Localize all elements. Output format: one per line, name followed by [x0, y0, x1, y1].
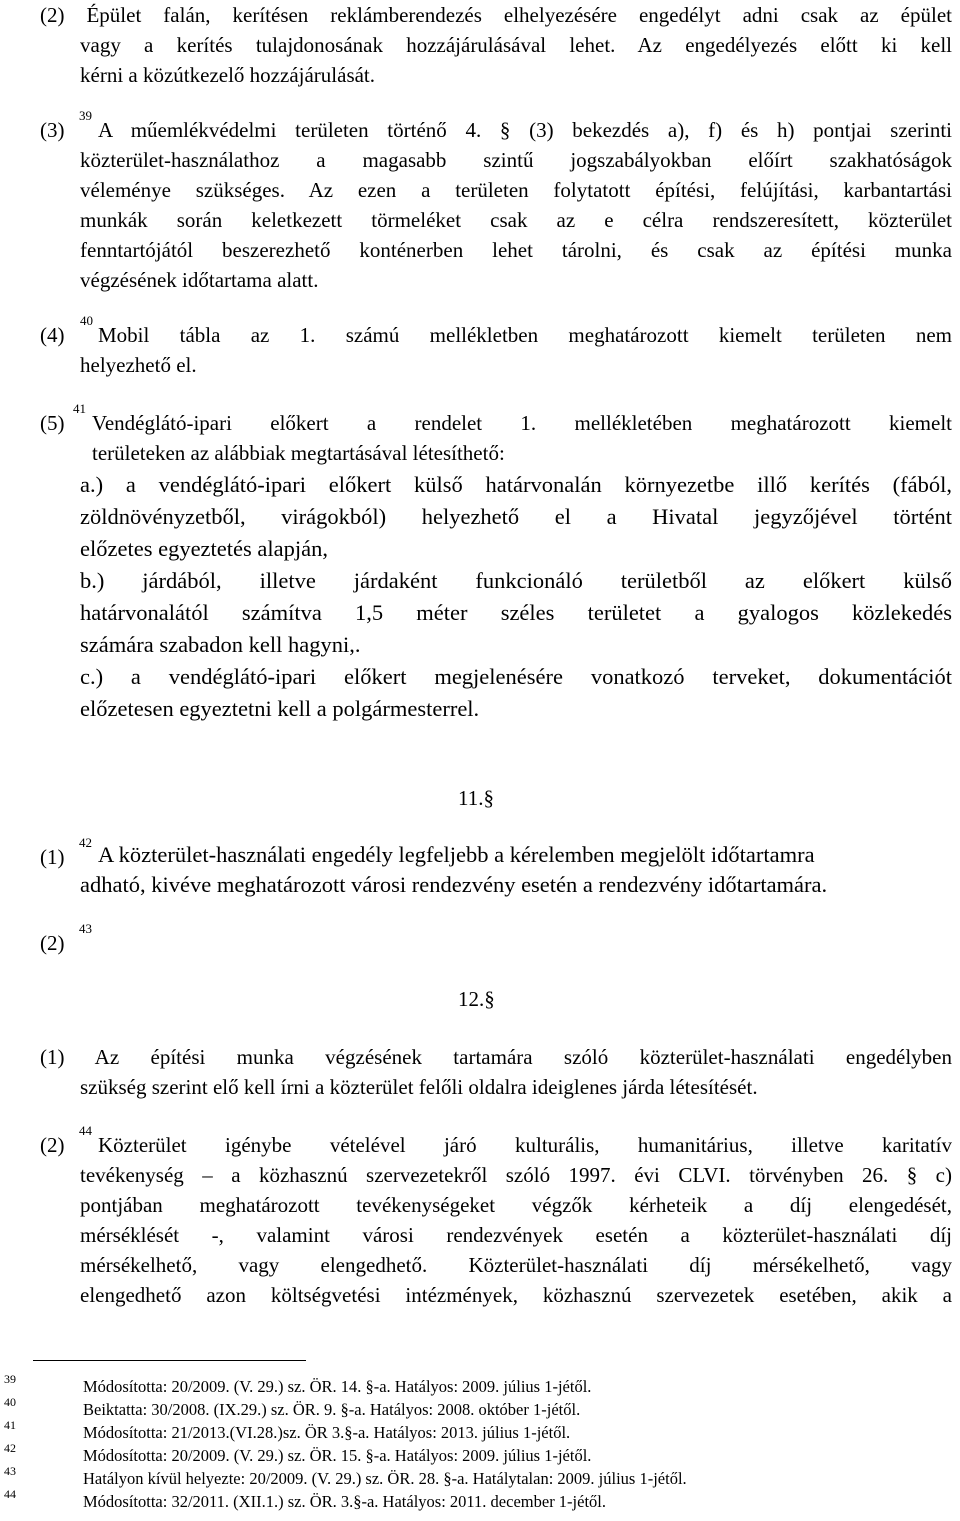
text-line: szükség szerint elő kell írni a közterület felőli oldalra ideiglenes járda létesítését.	[80, 1075, 758, 1099]
text-line: zöldnövényzetből, virágokból) helyezhető el a Hivatal jegyzőjével történt	[80, 504, 952, 529]
footnote-ref: 42	[79, 835, 92, 850]
list-item-b: b.) járdából, illetve járdaként funkcionáló területből az előkert külső	[80, 568, 952, 593]
text-line: (2) Épület falán, kerítésen reklámberendezés elhelyezésére engedélyt adni csak az épület	[40, 3, 952, 27]
footnote-ref: 43	[79, 921, 92, 936]
footnote-number: 39	[4, 1372, 16, 1386]
footnote-number: 43	[4, 1464, 16, 1478]
footnote-number: 42	[4, 1441, 16, 1455]
text-line: (1) Az építési munka végzésének tartamára szóló közterület-használati engedélyben	[40, 1045, 952, 1069]
paragraph-number: (2)	[40, 931, 65, 955]
footnote-number: 44	[4, 1487, 16, 1501]
paragraph-number: (4)	[40, 323, 65, 347]
text-line: számára szabadon kell hagyni,.	[80, 632, 361, 657]
text-line: fenntartójától beszerezhető konténerben lehet tárolni, és csak az építési munka	[80, 238, 952, 262]
text-line: végzésének időtartama alatt.	[80, 268, 319, 292]
footnote-text: Beiktatta: 30/2008. (IX.29.) sz. ÖR. 9. §-a. Hatályos: 2008. október 1-jétől.	[83, 1400, 581, 1419]
text-line: kérni a közútkezelő hozzájárulását.	[80, 63, 376, 87]
text-line: elengedhető azon költségvetési intézmények, közhasznú szervezetek esetében, akik a	[80, 1283, 952, 1307]
footnote-text: Módosította: 20/2009. (V. 29.) sz. ÖR. 15. §-a. Hatályos: 2009. július 1-jétől.	[83, 1446, 592, 1465]
text-line: Közterület igénybe vételével járó kulturális, humanitárius, illetve karitatív	[98, 1133, 952, 1157]
footnote-text: Hatályon kívül helyezte: 20/2009. (V. 29.) sz. ÖR. 28. §-a. Hatálytalan: 2009. július 1-jétől.	[83, 1469, 687, 1488]
section-title: 11.§	[458, 786, 494, 810]
text-line: területeken az alábbiak megtartásával létesíthető:	[92, 441, 505, 465]
footnote-number: 41	[4, 1418, 16, 1432]
footnote-number: 40	[4, 1395, 16, 1409]
text-line: mérsékelhető, vagy elengedhető. Közterület-használati díj mérsékelhető, vagy	[80, 1253, 952, 1277]
text-line: előzetesen egyeztetni kell a polgármesterrel.	[80, 696, 480, 721]
text-line: helyezhető el.	[80, 353, 197, 377]
list-item-c: c.) a vendéglátó-ipari előkert megjelenésére vonatkozó terveket, dokumentációt	[80, 664, 952, 689]
text-line: vagy a kerítés tulajdonosának hozzájárulásával lehet. Az engedélyezés előtt ki kell	[80, 33, 952, 57]
paragraph-number: (5)	[40, 411, 65, 435]
footnote-text: Módosította: 32/2011. (XII.1.) sz. ÖR. 3.§-a. Hatályos: 2011. december 1-jétől.	[83, 1492, 607, 1511]
list-item-a: a.) a vendéglátó-ipari előkert külső határvonalán környezetbe illő kerítés (fából,	[80, 472, 952, 497]
text-line: Vendéglátó-ipari előkert a rendelet 1. mellékletében meghatározott kiemelt	[92, 411, 952, 435]
footnote-ref: 41	[73, 401, 86, 416]
text-line: véleménye szükséges. Az ezen a területen folytatott építési, felújítási, karbantartási	[80, 178, 952, 202]
text-line: határvonalától számítva 1,5 méter széles területet a gyalogos közlekedés	[80, 600, 952, 625]
paragraph-number: (1)	[40, 845, 65, 869]
text-line: munkák során keletkezett törmeléket csak az e célra rendszeresített, közterület	[80, 208, 952, 232]
text-line: A közterület-használati engedély legfeljebb a kérelemben megjelölt időtartamra	[98, 842, 815, 867]
text-line: előzetes egyeztetés alapján,	[80, 536, 328, 561]
text-line: A műemlékvédelmi területen történő 4. § (3) bekezdés a), f) és h) pontjai szerinti	[98, 118, 952, 142]
text-line: pontjában meghatározott tevékenységeket végzők kérheteik a díj elengedését,	[80, 1193, 952, 1217]
footnote-separator	[33, 1360, 306, 1361]
section-title: 12.§	[458, 987, 495, 1011]
footnote-ref: 39	[79, 108, 92, 123]
paragraph-number: (3)	[40, 118, 65, 142]
footnote-text: Módosította: 20/2009. (V. 29.) sz. ÖR. 14. §-a. Hatályos: 2009. július 1-jétől.	[83, 1377, 592, 1396]
paragraph-number: (2)	[40, 1133, 65, 1157]
text-line: mérséklését -, valamint városi rendezvények esetén a közterület-használati díj	[80, 1223, 952, 1247]
text-line: Mobil tábla az 1. számú mellékletben meghatározott kiemelt területen nem	[98, 323, 952, 347]
text-line: adható, kivéve meghatározott városi rendezvény esetén a rendezvény időtartamára.	[80, 872, 828, 897]
footnote-ref: 44	[79, 1123, 92, 1138]
text-line: tevékenység – a közhasznú szervezetekről szóló 1997. évi CLVI. törvényben 26. § c)	[80, 1163, 952, 1187]
footnote-ref: 40	[80, 313, 93, 328]
footnote-text: Módosította: 21/2013.(VI.28.)sz. ÖR 3.§-a. Hatályos: 2013. július 1-jétől.	[83, 1423, 571, 1442]
text-line: közterület-használathoz a magasabb szintű jogszabályokban előírt szakhatóságok	[80, 148, 952, 172]
